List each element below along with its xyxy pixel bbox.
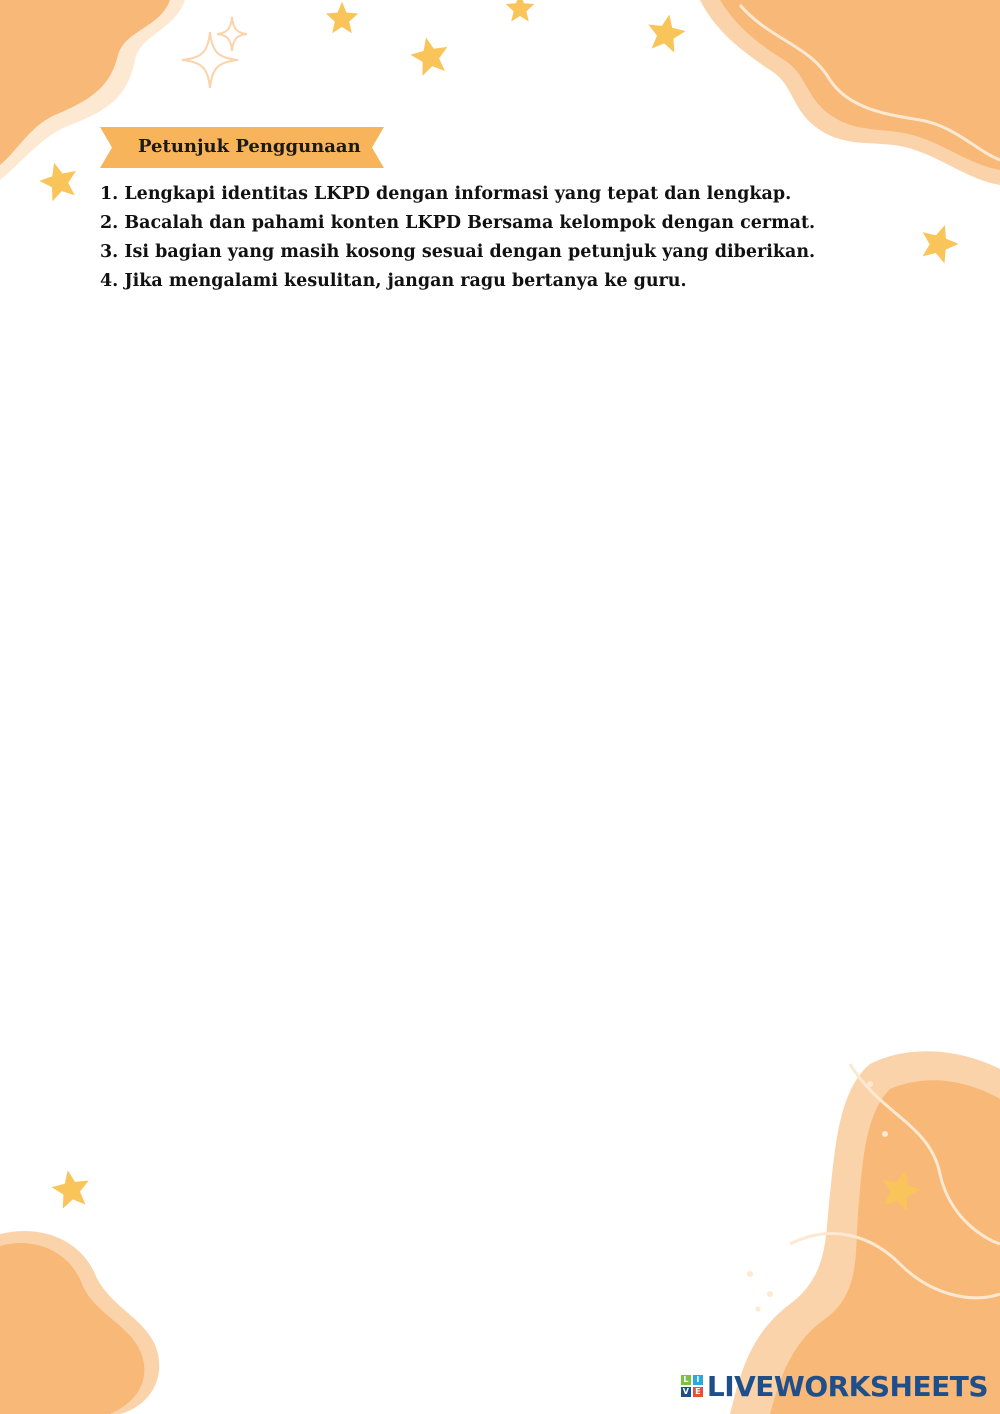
corner-blob-top-right xyxy=(700,0,1000,190)
list-item xyxy=(100,180,815,209)
instructions-banner xyxy=(100,127,384,168)
sparkle-icon xyxy=(215,15,249,53)
star-icon xyxy=(50,1168,92,1210)
logo-text: LIVEWORKSHEETS xyxy=(706,1369,988,1403)
item-text: Jika mengalami kesulitan, jangan ragu bertanya ke guru. xyxy=(124,271,687,291)
star-icon xyxy=(38,160,80,202)
item-number: 1. xyxy=(100,184,119,204)
item-number: 2. xyxy=(100,213,119,233)
item-number: 3. xyxy=(100,242,119,262)
logo-mark-icon: L I V E xyxy=(681,1375,703,1397)
star-icon xyxy=(322,0,362,36)
star-icon xyxy=(878,1168,922,1212)
item-text: Isi bagian yang masih kosong sesuai dengan petunjuk yang diberikan. xyxy=(124,242,816,262)
star-icon xyxy=(918,222,960,264)
item-number: 4. xyxy=(100,271,119,291)
item-text: Bacalah dan pahami konten LKPD Bersama kelompok dengan cermat. xyxy=(124,213,816,233)
star-icon xyxy=(645,12,687,54)
list-item xyxy=(100,209,815,238)
star-icon xyxy=(408,35,452,77)
star-icon xyxy=(500,0,540,24)
corner-blob-bottom-left xyxy=(0,1224,170,1414)
liveworksheets-logo xyxy=(681,1366,988,1406)
item-text: Lengkapi identitas LKPD dengan informasi yang tepat dan lengkap. xyxy=(124,184,792,204)
list-item xyxy=(100,267,815,296)
corner-blob-top-left xyxy=(0,0,200,200)
banner-title: Petunjuk Penggunaan xyxy=(138,136,361,157)
instructions-list xyxy=(100,180,815,296)
corner-blob-bottom-right xyxy=(730,1044,1000,1414)
list-item xyxy=(100,238,815,267)
